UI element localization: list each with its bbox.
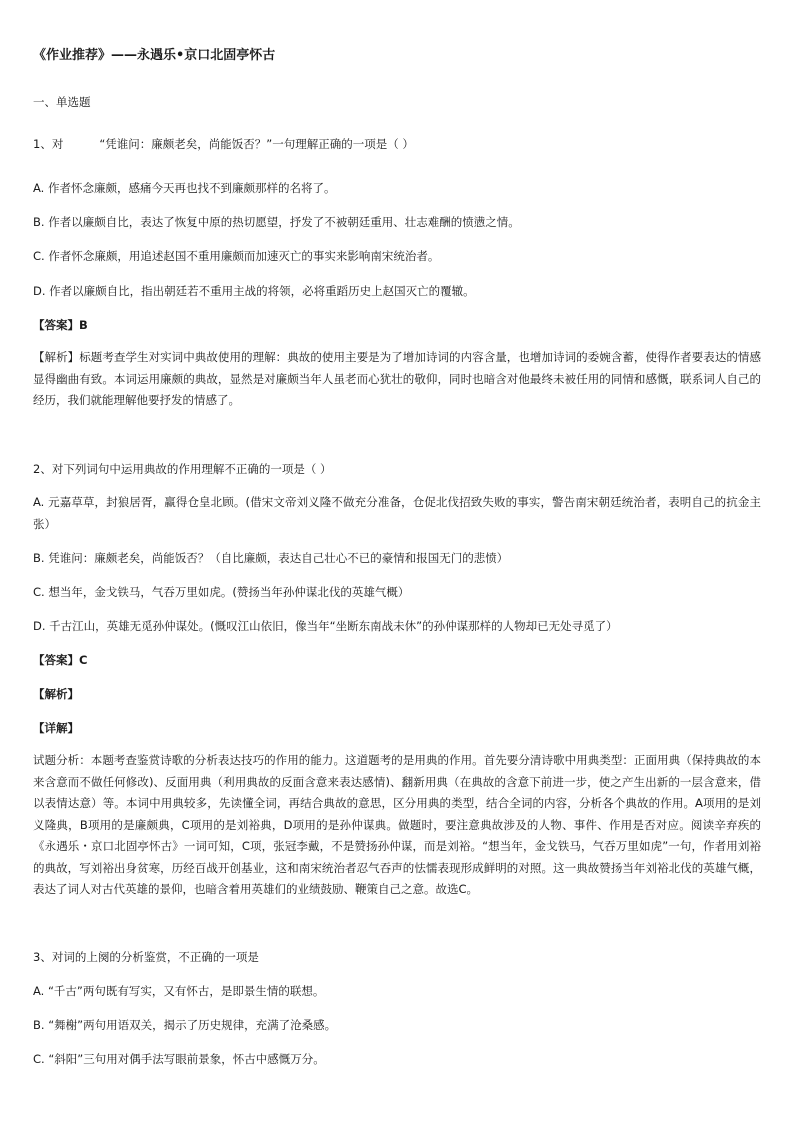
document-title: 《作业推荐》——永遇乐•京口北固亭怀古 <box>33 48 276 63</box>
question-1-stem <box>33 136 761 153</box>
section-heading: 一、单选题 <box>33 95 91 109</box>
question-1-option-c: C. 作者怀念廉颇，用追述赵国不重用廉颇而加速灭亡的事实来影响南宋统治者。 <box>33 249 440 263</box>
question-2-option-b: B. 凭谁问：廉颇老矣，尚能饭否？（自比廉颇，表达自己壮心不已的豪情和报国无门的悲愤） <box>33 551 509 565</box>
question-3-option-b: B. “舞榭”两句用语双关，揭示了历史规律，充满了沧桑感。 <box>33 1018 337 1032</box>
question-1-text: “凭谁问：廉颇老矣，尚能饭否？”一句理解正确的一项是（ ） <box>99 137 414 151</box>
question-2-option-c: C. 想当年，金戈铁马，气吞万里如虎。(赞扬当年孙仲谋北伐的英雄气概） <box>33 585 410 599</box>
question-2-stem: 2、对下列词句中运用典故的作用理解不正确的一项是（ ） <box>33 462 332 476</box>
question-2-option-a: A. 元嘉草草，封狼居胥，赢得仓皇北顾。(借宋文帝刘义隆不做充分准备，仓促北伐招致失败的事实，警告南宋朝廷统治者，表明自己的抗金主张） <box>33 495 761 531</box>
question-1-option-b: B. 作者以廉颇自比，表达了恢复中原的热切愿望，抒发了不被朝廷重用、壮志难酬的愤懑之情。 <box>33 215 520 229</box>
question-2-detail-label: 【详解】 <box>33 721 79 735</box>
question-1-analysis: 【解析】标题考查学生对实词中典故使用的理解：典故的使用主要是为了增加诗词的内容含量，也增加诗词的委婉含蓄，使得作者要表达的情感显得幽曲有致。本词运用廉颇的典故，显然是对廉颇当年人虽老而心犹壮的敬仰，同时也暗含对他最终未被任用的同情和感慨，联系词人自己的经历，我们就能理解他要抒发的情感了。 <box>33 350 761 407</box>
question-2-answer: 【答案】C <box>33 653 88 667</box>
question-1-option-d: D. 作者以廉颇自比，指出朝廷若不重用主战的将领，必将重蹈历史上赵国灭亡的覆辙。 <box>33 284 475 298</box>
question-2-detail-text: 试题分析：本题考查鉴赏诗歌的分析表达技巧的作用的能力。这道题考的是用典的作用。首先要分清诗歌中用典类型：正面用典（保持典故的本来含意而不做任何修改)、反面用典（利用典故的反面含意来表达感情)、翻新用典（在典故的含意下前进一步，使之产生出新的一层含意来，借以表情达意）等。本词中用典较多，先读懂全词，再结合典故的意思，区分用典的类型，结合全词的内容，分析各个典故的作用。A项用的是刘义隆典，B项用的是廉颇典，C项用的是刘裕典，D项用的是孙仲谋典。做题时，要注意典故涉及的人物、事件、作用是否对应。阅读辛弃疾的《永遇乐・京口北固亭怀古》一词可知，C项，张冠李戴，不是赞扬孙仲谋，而是刘裕。“想当年，金戈铁马，气吞万里如虎”一句，作者用刘裕的典故，写刘裕出身贫寒，历经百战开创基业，这和南宋统治者忍气吞声的怯懦表现形成鲜明的对照。这一典故赞扬当年刘裕北伐的英雄气概，表达了词人对古代英雄的景仰，也暗含着用英雄们的业绩鼓励、鞭策自己之意。故选C。 <box>33 753 761 896</box>
question-2-analysis-label: 【解析】 <box>33 687 79 701</box>
question-1-option-a: A. 作者怀念廉颇，感痛今天再也找不到廉颇那样的名将了。 <box>33 181 336 195</box>
question-3-option-a: A. “千古”两句既有写实，又有怀古，是即景生情的联想。 <box>33 984 325 998</box>
question-2-option-d: D. 千古江山，英雄无觅孙仲谋处。(慨叹江山依旧，像当年“坐断东南战未休”的孙仲谋那样的人物却已无处寻觅了） <box>33 619 618 633</box>
question-3-stem: 3、对词的上阕的分析鉴赏，不正确的一项是 <box>33 950 259 964</box>
question-1-answer: 【答案】B <box>33 318 88 332</box>
question-3-option-c: C. “斜阳”三句用对偶手法写眼前景象，怀古中感慨万分。 <box>33 1052 325 1066</box>
question-1-number: 1、对 <box>33 137 64 151</box>
